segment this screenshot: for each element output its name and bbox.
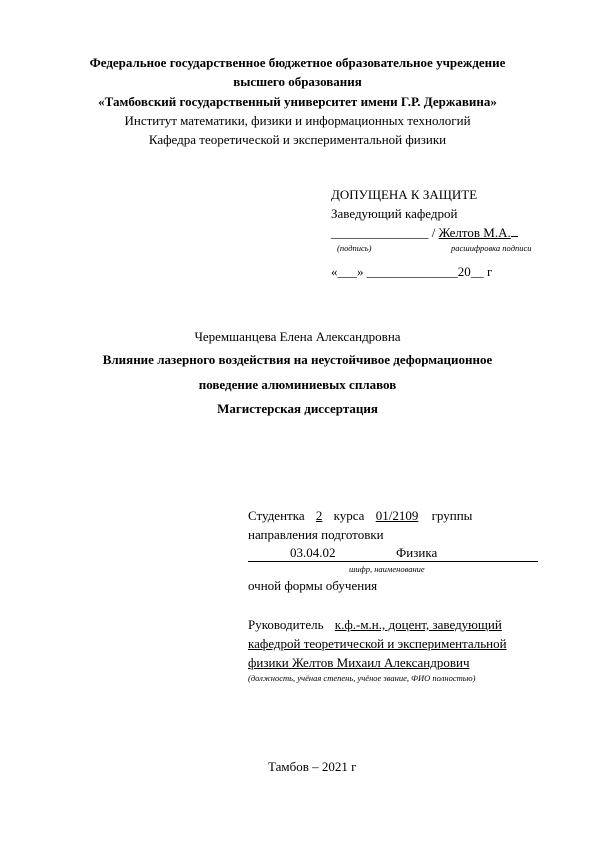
supervisor-line-2: кафедрой теоретической и экспериментальной — [248, 636, 507, 651]
thesis-title-line-2: поведение алюминиевых сплавов — [198, 377, 397, 392]
direction-line — [248, 545, 538, 562]
direction-field: Физика — [396, 545, 438, 560]
direction-code: 03.04.02 — [290, 545, 336, 560]
approval-date: «___» ______________20__ г — [331, 264, 493, 279]
student-line — [248, 508, 472, 524]
supervisor-line-3: физики Желтов Михаил Александрович — [248, 655, 470, 670]
approval-title: ДОПУЩЕНА К ЗАЩИТЕ — [331, 187, 478, 202]
supervisor-line-1 — [248, 617, 502, 633]
group-value: 01/2109 — [375, 508, 419, 523]
approval-role: Заведующий кафедрой — [331, 206, 458, 221]
group-label: группы — [431, 508, 473, 523]
header-institute: Институт математики, физики и информационных технологий — [124, 113, 471, 128]
signature-caption: (подпись) — [337, 243, 372, 253]
work-type: Магистерская диссертация — [217, 401, 378, 416]
study-form: очной формы обучения — [248, 578, 378, 593]
author-name: Черемшанцева Елена Александровна — [194, 329, 401, 344]
footer-city-year: Тамбов – 2021 г — [268, 759, 357, 774]
approver-name: Желтов М.А. — [438, 225, 511, 240]
code-caption: шифр, наименование — [349, 564, 425, 574]
approval-signature-line — [331, 225, 518, 241]
direction-label: направления подготовки — [248, 527, 384, 542]
signature-blank: _______________ — [331, 225, 429, 240]
signature-slash: / — [428, 225, 439, 240]
header-line-1: Федеральное государственное бюджетное образовательное учреждение — [89, 55, 506, 70]
decode-caption: расшифровка подписи — [451, 243, 532, 253]
student-label: Студентка — [248, 508, 305, 523]
supervisor-position: к.ф.-м.н., доцент, заведующий — [334, 617, 502, 632]
header-line-2: высшего образования — [233, 74, 362, 89]
header-department: Кафедра теоретической и экспериментальной физики — [148, 132, 447, 147]
course-value: 2 — [315, 508, 323, 523]
supervisor-label: Руководитель — [248, 617, 324, 632]
header-university: «Тамбовский государственный университет имени Г.Р. Державина» — [98, 94, 497, 109]
course-label: курса — [333, 508, 365, 523]
supervisor-caption: (должность, учёная степень, учёное звание, ФИО полностью) — [248, 673, 476, 683]
thesis-title-line-1: Влияние лазерного воздействия на неустойчивое деформационное — [102, 352, 493, 367]
